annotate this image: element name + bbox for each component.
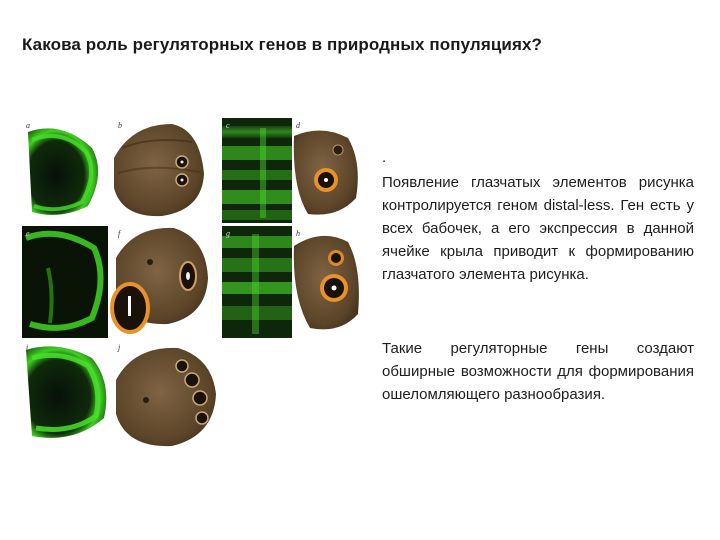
- panel-label-i: i: [26, 343, 29, 352]
- panel-label-c: c: [226, 121, 230, 130]
- panel-label-h: h: [296, 229, 300, 238]
- body-paragraph-regulatory-genes: Такие регуляторные гены создают обширные возможности для формирования ошеломляющего разнообразия.: [382, 340, 694, 403]
- panel-j: [116, 343, 216, 446]
- bullet-marker: .: [382, 149, 387, 166]
- body-paragraph-distal-less: Появление глазчатых элементов рисунка контролируется геном distal-less. Ген есть у всех бабочек, а его экспрессия в данной ячейке крыла приводит к формированию глазчатого элемента рисунка.: [382, 174, 694, 283]
- panel-i: [22, 340, 108, 452]
- panel-c: [222, 118, 292, 223]
- panel-label-a: a: [26, 121, 30, 130]
- panel-label-d: d: [296, 121, 300, 130]
- panel-g: [222, 226, 292, 338]
- inset-eyespot: [112, 284, 148, 332]
- butterfly-wing-figure: [22, 118, 362, 453]
- panel-b: [114, 121, 204, 216]
- slide-title: Какова роль регуляторных генов в природных популяциях?: [22, 35, 542, 54]
- panel-label-g: g: [226, 229, 230, 238]
- panel-h: [294, 229, 359, 329]
- panel-label-j: j: [118, 343, 121, 352]
- panel-label-e: e: [26, 229, 30, 238]
- panel-e: [22, 226, 108, 338]
- panel-d: [294, 121, 358, 215]
- panel-label-f: f: [118, 229, 121, 238]
- panel-a: [22, 118, 108, 220]
- panel-label-b: b: [118, 121, 122, 130]
